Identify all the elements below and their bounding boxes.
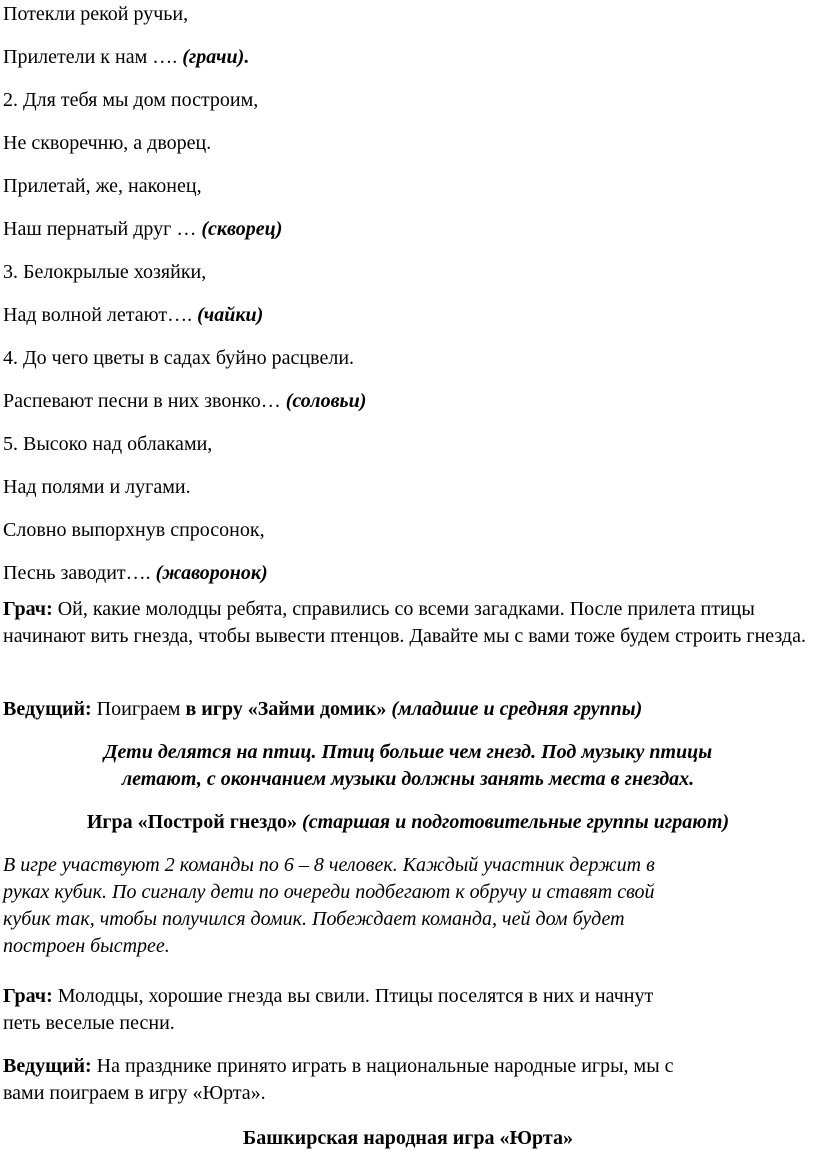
section-heading	[3, 1125, 813, 1152]
poem-line-8	[3, 302, 263, 329]
paragraph-text: вами поиграем в игру «Юрта».	[3, 1082, 266, 1104]
paragraph-grach-2-line-2	[3, 1010, 175, 1037]
description-line-2	[3, 879, 655, 906]
paragraph-host-game	[3, 696, 642, 723]
instructions-line-2	[3, 766, 813, 793]
paragraph-host-2-line-1	[3, 1053, 674, 1080]
poem-line-10	[3, 388, 366, 415]
paragraph-text: Молодцы, хорошие гнезда вы свили. Птицы поселятся в них и начнут	[52, 985, 654, 1007]
poem-text: Прилетай, же, наконец,	[3, 175, 202, 197]
poem-answer: (чайки)	[197, 304, 264, 326]
description-text: построен быстрее.	[3, 935, 170, 957]
paragraph-text: Поиграем	[91, 698, 186, 720]
game-note: (младшие и средняя группы)	[386, 698, 643, 720]
poem-text: Распевают песни в них звонко…	[3, 390, 286, 412]
paragraph-host-2-line-2	[3, 1080, 266, 1107]
poem-line-11	[3, 431, 212, 458]
game-title: Игра «Построй гнездо»	[86, 811, 298, 833]
poem-text: 2. Для тебя мы дом построим,	[3, 89, 259, 111]
speaker-label: Ведущий:	[3, 698, 92, 720]
poem-text: Словно выпорхнув спросонок,	[3, 519, 265, 541]
poem-text: Прилетели к нам ….	[3, 46, 183, 68]
poem-text: Над полями и лугами.	[3, 476, 191, 498]
poem-line-6	[3, 216, 282, 243]
game-title: в игру «Займи домик»	[185, 698, 387, 720]
poem-answer: (соловьи)	[285, 390, 367, 412]
instructions-text: летают, с окончанием музыки должны занять места в гнездах.	[121, 768, 695, 790]
poem-text: 4. До чего цветы в садах буйно расцвели.	[3, 347, 355, 369]
poem-text: Потекли рекой ручьи,	[3, 3, 189, 25]
poem-answer: (грачи).	[182, 46, 250, 68]
poem-text: Над волной летают….	[3, 304, 198, 326]
poem-answer: (жаворонок)	[155, 562, 268, 584]
poem-text: Песнь заводит….	[3, 562, 156, 584]
instructions-line-1	[3, 739, 813, 766]
paragraph-grach-1	[3, 596, 813, 650]
instructions-text: Дети делятся на птиц. Птиц больше чем гнезд. Под музыку птицы	[103, 741, 713, 763]
poem-line-4	[3, 130, 211, 157]
paragraph-text: Ой, какие молодцы ребята, справились со всеми загадками. После прилета птицы начинают вить гнезда, чтобы вывести птенцов. Давайте мы с вами тоже будем строить гнезда.	[3, 598, 806, 647]
poem-line-1	[3, 1, 188, 28]
poem-line-7	[3, 259, 206, 286]
poem-line-12	[3, 474, 191, 501]
game-note: (старшая и подготовительные группы играют)	[297, 811, 730, 833]
poem-line-2	[3, 44, 249, 71]
description-text: кубик так, чтобы получился домик. Побеждает команда, чей дом будет	[3, 908, 625, 930]
paragraph-text: петь веселые песни.	[3, 1012, 175, 1034]
speaker-label: Грач:	[3, 598, 53, 620]
poem-line-13	[3, 517, 265, 544]
poem-text: Не скворечню, а дворец.	[3, 132, 212, 154]
poem-line-9	[3, 345, 354, 372]
description-line-3	[3, 906, 625, 933]
heading-text: Башкирская народная игра «Юрта»	[243, 1127, 573, 1149]
speaker-label: Ведущий:	[3, 1055, 92, 1077]
description-line-4	[3, 933, 170, 960]
poem-line-5	[3, 173, 202, 200]
paragraph-text: На празднике принято играть в национальные народные игры, мы с	[91, 1055, 674, 1077]
description-line-1	[3, 852, 655, 879]
poem-text: 3. Белокрылые хозяйки,	[3, 261, 207, 283]
description-text: В игре участвуют 2 команды по 6 – 8 человек. Каждый участник держит в	[3, 854, 655, 876]
paragraph-grach-2-line-1	[3, 983, 653, 1010]
poem-line-3	[3, 87, 258, 114]
game-heading	[3, 809, 813, 836]
speaker-label: Грач:	[3, 985, 53, 1007]
poem-answer: (скворец)	[201, 218, 283, 240]
description-text: руках кубик. По сигналу дети по очереди подбегают к обручу и ставят свой	[3, 881, 655, 903]
poem-text: Наш пернатый друг …	[3, 218, 202, 240]
poem-text: 5. Высоко над облаками,	[3, 433, 213, 455]
poem-line-14	[3, 560, 268, 587]
